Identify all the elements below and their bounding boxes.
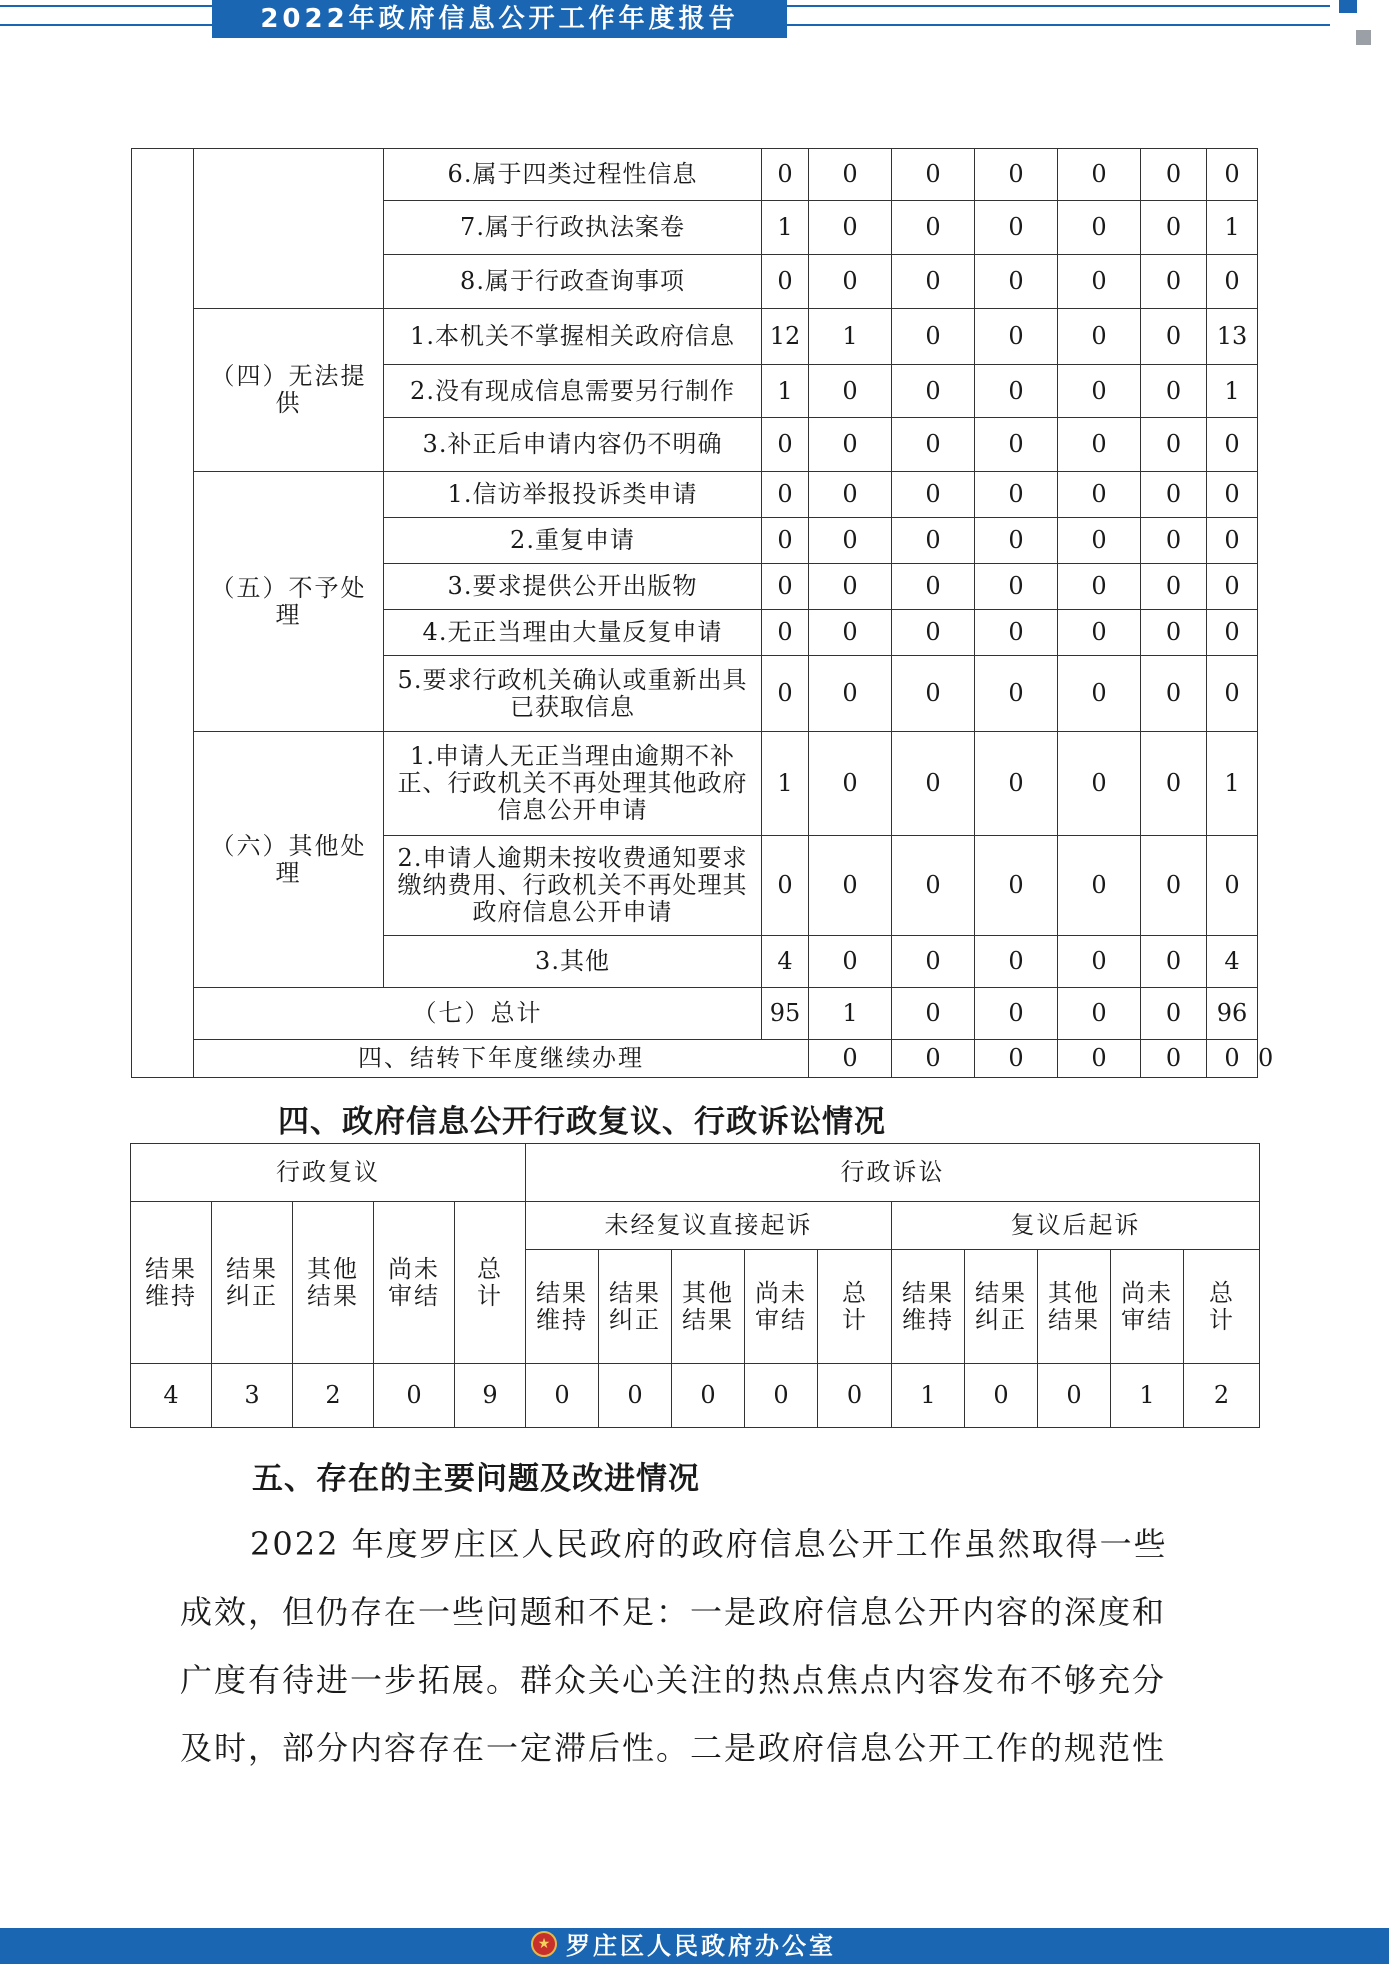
direct-col-correct: 结果纠正	[599, 1250, 672, 1364]
value-cell: 0	[975, 836, 1058, 936]
value-cell: 4	[1207, 936, 1258, 988]
header-gray-square	[1356, 30, 1371, 45]
value-cell: 0	[892, 656, 975, 732]
value-cell: 0	[1058, 936, 1141, 988]
paragraph-line: 广度有待进一步拓展。群众关心关注的热点焦点内容发布不够充分	[180, 1661, 1167, 1699]
value-cell: 0	[526, 1364, 599, 1428]
value-cell: 0	[1058, 472, 1141, 518]
value-cell: 0	[1058, 518, 1141, 564]
value-cell: 0	[975, 472, 1058, 518]
value-cell: 0	[892, 472, 975, 518]
value-cell: 0	[892, 518, 975, 564]
value-cell: 0	[809, 564, 892, 610]
value-cell: 0	[892, 1040, 975, 1078]
value-cell: 13	[1207, 309, 1258, 365]
value-cell: 0	[599, 1364, 672, 1428]
carry-over-row: 四、结转下年度继续办理 0 0 0 0 0 0 0	[132, 1040, 1258, 1078]
total-label: （七）总计	[194, 988, 762, 1040]
value-cell: 0	[1141, 610, 1207, 656]
group-label: （五）不予处理	[194, 472, 384, 732]
value-cell: 0	[762, 518, 809, 564]
row-label: 8.属于行政查询事项	[384, 255, 762, 309]
page-header-title: 2022年政府信息公开工作年度报告	[212, 0, 787, 38]
direct-col-maintain: 结果维持	[526, 1250, 599, 1364]
value-cell: 0	[809, 472, 892, 518]
value-cell: 0	[1058, 836, 1141, 936]
value-cell: 0	[1141, 418, 1207, 472]
value-cell: 0	[1141, 836, 1207, 936]
value-cell: 4	[762, 936, 809, 988]
after-col-pending: 尚未审结	[1111, 1250, 1184, 1364]
value-cell: 0	[975, 418, 1058, 472]
review-col-maintain: 结果维持	[131, 1202, 212, 1364]
value-cell: 1	[809, 988, 892, 1040]
after-review-header: 复议后起诉	[892, 1202, 1260, 1250]
value-cell: 0	[1207, 564, 1258, 610]
value-cell: 0	[1141, 936, 1207, 988]
value-cell: 0	[1207, 610, 1258, 656]
value-cell: 0	[975, 732, 1058, 836]
direct-col-pending: 尚未审结	[745, 1250, 818, 1364]
value-cell: 0	[1141, 732, 1207, 836]
review-litigation-table	[130, 1143, 1260, 1428]
value-cell: 0	[818, 1364, 892, 1428]
value-cell: 0	[975, 255, 1058, 309]
row-label: 7.属于行政执法案卷	[384, 201, 762, 255]
header-blue-square	[1339, 0, 1357, 13]
value-cell: 0	[975, 564, 1058, 610]
value-cell: 1	[1207, 732, 1258, 836]
row-label: 3.要求提供公开出版物	[384, 564, 762, 610]
value-cell: 0	[1141, 564, 1207, 610]
value-cell: 0	[1038, 1364, 1111, 1428]
value-cell: 0	[762, 656, 809, 732]
review-col-other: 其他结果	[293, 1202, 374, 1364]
value-cell: 0	[762, 472, 809, 518]
row-label: 2.重复申请	[384, 518, 762, 564]
paragraph-line: 成效，但仍存在一些问题和不足：一是政府信息公开内容的深度和	[180, 1593, 1167, 1631]
value-cell: 1	[1111, 1364, 1184, 1428]
value-cell: 0	[1058, 610, 1141, 656]
after-col-total: 总计	[1184, 1250, 1260, 1364]
value-cell: 0	[975, 149, 1058, 201]
value-cell: 0	[892, 255, 975, 309]
value-cell: 0	[762, 255, 809, 309]
value-cell: 0	[1207, 518, 1258, 564]
value-cell: 0	[762, 610, 809, 656]
after-col-correct: 结果纠正	[965, 1250, 1038, 1364]
value-cell: 0	[1058, 201, 1141, 255]
row-label: 3.补正后申请内容仍不明确	[384, 418, 762, 472]
value-cell: 0	[1058, 149, 1141, 201]
value-cell: 0	[892, 936, 975, 988]
carry-over-label: 四、结转下年度继续办理	[194, 1040, 809, 1078]
table-row	[132, 309, 1258, 365]
value-cell: 0	[672, 1364, 745, 1428]
direct-col-other: 其他结果	[672, 1250, 745, 1364]
footer-office-name: 罗庄区人民政府办公室	[566, 1932, 836, 1960]
value-cell: 0	[809, 518, 892, 564]
value-cell: 0	[1207, 418, 1258, 472]
row-label: 1.信访举报投诉类申请	[384, 472, 762, 518]
total-row	[132, 988, 1258, 1040]
value-cell: 0	[975, 610, 1058, 656]
section-five-title: 五、存在的主要问题及改进情况	[252, 1461, 700, 1497]
row-label: 1.本机关不掌握相关政府信息	[384, 309, 762, 365]
direct-suit-header: 未经复议直接起诉	[526, 1202, 892, 1250]
value-cell: 0	[975, 988, 1058, 1040]
value-cell: 0	[1207, 472, 1258, 518]
paragraph-line: 及时，部分内容存在一定滞后性。二是政府信息公开工作的规范性	[180, 1729, 1167, 1767]
value-cell: 0	[892, 836, 975, 936]
table-row	[132, 732, 1258, 836]
value-cell: 0	[809, 732, 892, 836]
row-label: 2.申请人逾期未按收费通知要求缴纳费用、行政机关不再处理其政府信息公开申请	[384, 836, 762, 936]
section-four-title: 四、政府信息公开行政复议、行政诉讼情况	[278, 1104, 886, 1140]
review-col-total: 总计	[455, 1202, 526, 1364]
value-cell: 2	[1184, 1364, 1260, 1428]
value-cell: 1	[1207, 201, 1258, 255]
group-label: （六）其他处理	[194, 732, 384, 988]
row-label: 4.无正当理由大量反复申请	[384, 610, 762, 656]
review-header: 行政复议	[131, 1144, 526, 1202]
value-cell: 1	[762, 732, 809, 836]
row-label: 3.其他	[384, 936, 762, 988]
review-col-pending: 尚未审结	[374, 1202, 455, 1364]
value-cell: 0	[1141, 149, 1207, 201]
value-cell: 0	[809, 656, 892, 732]
value-cell: 0	[809, 149, 892, 201]
value-cell: 12	[762, 309, 809, 365]
value-cell: 0	[1141, 365, 1207, 418]
value-cell: 0	[975, 201, 1058, 255]
group-label: （四）无法提供	[194, 309, 384, 472]
value-cell: 0	[1058, 732, 1141, 836]
value-cell: 0	[965, 1364, 1038, 1428]
value-cell: 0	[809, 836, 892, 936]
value-cell: 0	[1058, 418, 1141, 472]
value-cell: 0	[1141, 255, 1207, 309]
value-cell: 0	[809, 255, 892, 309]
value-cell: 0	[1207, 255, 1258, 309]
value-cell: 1	[762, 201, 809, 255]
value-cell: 0	[975, 309, 1058, 365]
value-cell: 0	[1141, 656, 1207, 732]
value-cell: 0	[892, 365, 975, 418]
value-cell: 1	[1207, 365, 1258, 418]
value-cell: 0	[892, 732, 975, 836]
value-cell: 0	[1207, 1040, 1258, 1078]
value-cell: 0	[892, 149, 975, 201]
value-cell: 2	[293, 1364, 374, 1428]
value-cell: 0	[975, 936, 1058, 988]
after-col-maintain: 结果维持	[892, 1250, 965, 1364]
table-row	[132, 149, 1258, 201]
outer-blank-cell	[132, 149, 194, 1078]
row-label: 2.没有现成信息需要另行制作	[384, 365, 762, 418]
value-cell: 0	[762, 564, 809, 610]
value-cell: 0	[809, 201, 892, 255]
value-cell: 0	[1141, 201, 1207, 255]
group-blank-cell	[194, 149, 384, 309]
body-paragraph	[180, 1510, 1210, 1782]
value-cell: 0	[975, 656, 1058, 732]
value-cell: 0	[975, 1040, 1058, 1078]
review-col-correct: 结果纠正	[212, 1202, 293, 1364]
value-cell: 0	[975, 365, 1058, 418]
row-label: 6.属于四类过程性信息	[384, 149, 762, 201]
value-cell: 0	[1141, 1040, 1207, 1078]
value-cell: 0	[1058, 988, 1141, 1040]
value-cell: 0	[1058, 1040, 1141, 1078]
applications-table	[131, 148, 1274, 1078]
row-label: 5.要求行政机关确认或重新出具已获取信息	[384, 656, 762, 732]
value-cell: 0	[1207, 836, 1258, 936]
value-cell: 1	[892, 1364, 965, 1428]
national-emblem-icon: ★	[531, 1931, 557, 1957]
value-cell: 0	[762, 418, 809, 472]
value-cell: 0	[1207, 656, 1258, 732]
table-row	[132, 472, 1258, 518]
value-cell: 0	[745, 1364, 818, 1428]
value-cell: 1	[809, 309, 892, 365]
value-cell: 0	[1058, 365, 1141, 418]
value-cell: 1	[762, 365, 809, 418]
value-cell: 0	[892, 309, 975, 365]
value-cell: 0	[975, 518, 1058, 564]
value-cell: 95	[762, 988, 809, 1040]
value-cell: 0	[809, 1040, 892, 1078]
row-label: 1.申请人无正当理由逾期不补正、行政机关不再处理其他政府信息公开申请	[384, 732, 762, 836]
value-cell: 0	[1207, 149, 1258, 201]
after-col-other: 其他结果	[1038, 1250, 1111, 1364]
value-cell: 0	[1141, 472, 1207, 518]
value-cell: 0	[1141, 518, 1207, 564]
value-cell: 0	[892, 201, 975, 255]
value-cell: 0	[809, 418, 892, 472]
value-cell: 3	[212, 1364, 293, 1428]
value-cell: 0	[1058, 255, 1141, 309]
value-cell: 0	[1058, 656, 1141, 732]
value-cell: 0	[809, 610, 892, 656]
value-cell: 4	[131, 1364, 212, 1428]
value-cell: 0	[892, 988, 975, 1040]
direct-col-total: 总计	[818, 1250, 892, 1364]
value-cell: 0	[809, 365, 892, 418]
value-cell: 0	[809, 936, 892, 988]
value-cell: 0	[892, 610, 975, 656]
value-cell: 0	[1058, 309, 1141, 365]
value-cell: 0	[762, 836, 809, 936]
value-cell: 9	[455, 1364, 526, 1428]
value-cell: 0	[374, 1364, 455, 1428]
litigation-header: 行政诉讼	[526, 1144, 1260, 1202]
value-cell: 0	[762, 149, 809, 201]
value-cell: 0	[892, 564, 975, 610]
paragraph-line: 2022 年度罗庄区人民政府的政府信息公开工作虽然取得一些	[250, 1525, 1168, 1563]
value-cell: 96	[1207, 988, 1258, 1040]
value-cell: 0	[1058, 564, 1141, 610]
value-cell: 0	[1141, 309, 1207, 365]
value-cell: 0	[1141, 988, 1207, 1040]
value-cell: 0	[892, 418, 975, 472]
